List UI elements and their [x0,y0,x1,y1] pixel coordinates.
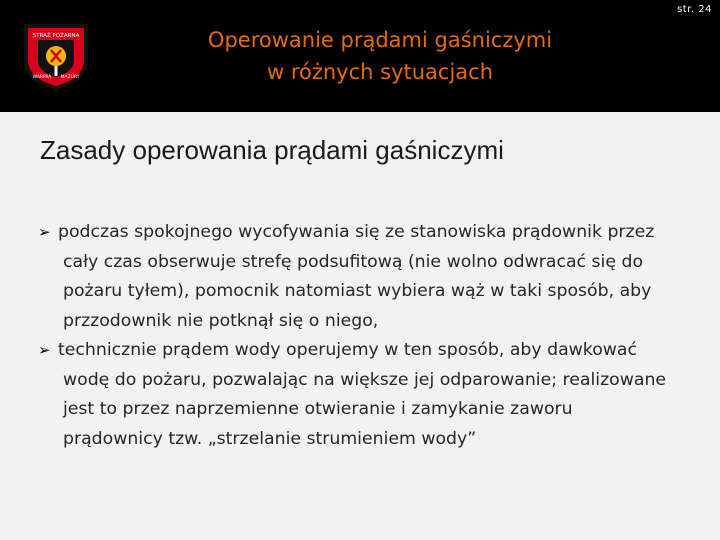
bullet-list [38,218,668,454]
bullet-item [38,336,668,454]
slide-title [150,24,610,88]
arrowhead-bullet-icon: ➢ [38,341,51,359]
logo-bottom-right-text: MAZURY [60,75,80,80]
page-number: str. 24 [677,4,712,15]
title-line-1: Operowanie prądami gaśniczymi [207,28,553,52]
title-line-2: w różnych sytuacjach [266,60,494,84]
slide-heading: Zasady operowania prądami gaśniczymi [40,135,504,165]
slide-header [0,0,720,112]
arrowhead-bullet-icon: ➢ [38,223,51,241]
logo-bottom-left-text: WARMIA [32,75,52,80]
logo-top-text: STRAŻ POŻARNA [32,33,80,39]
bullet-text: technicznie prądem wody operujemy w ten sposób, aby dawkować wodę do pożaru, pozwalając na większe jej odparowanie; realizowane jest to przez naprzemienne otwieranie i zamykanie zaworu prądownicy tzw. „strzelanie strumieniem wody” [58,340,667,449]
bullet-item [38,218,668,336]
fire-brigade-shield-icon [18,20,94,92]
bullet-text: podczas spokojnego wycofywania się ze stanowiska prądownik przez cały czas obserwuje strefę podsufitową (nie wolno odwracać się do pożaru tyłem), pomocnik natomiast wybiera wąż w taki sposób, aby przzodownik nie potknął się o niego, [58,222,655,331]
